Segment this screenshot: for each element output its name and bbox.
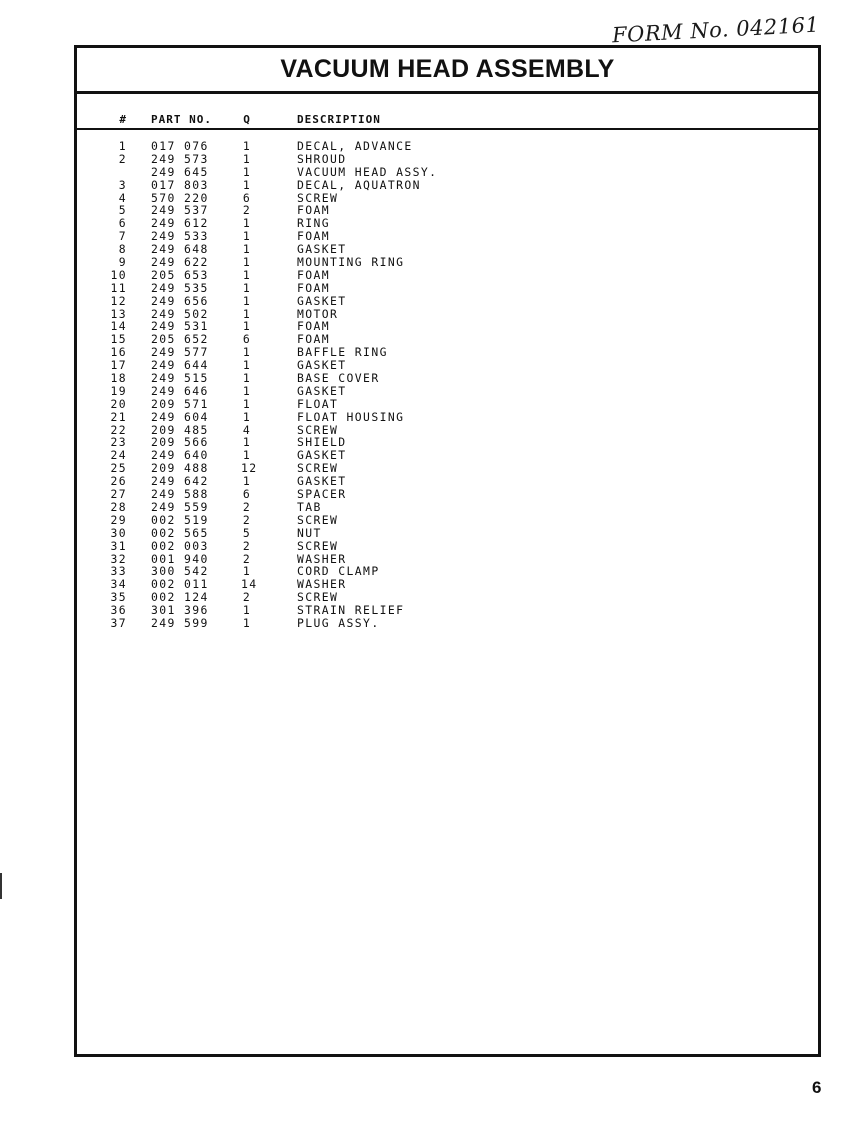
- part-quantity: 1: [242, 280, 252, 295]
- part-description: WASHER: [297, 577, 347, 592]
- part-item-number: 4: [118, 190, 127, 205]
- part-number: 017 803: [151, 177, 209, 192]
- table-row: [77, 385, 818, 398]
- part-item-number: 28: [110, 499, 127, 514]
- part-item-number: 32: [110, 551, 127, 566]
- part-description: FOAM: [297, 267, 331, 282]
- part-description: FOAM: [297, 229, 331, 244]
- part-quantity: 1: [242, 229, 252, 244]
- part-item-number: 36: [110, 603, 127, 618]
- part-number: 249 645: [151, 164, 209, 179]
- table-row: [77, 411, 818, 424]
- part-description: SCREW: [297, 512, 339, 527]
- part-quantity: 1: [242, 564, 252, 579]
- part-item-number: 21: [110, 409, 127, 424]
- part-number: 249 531: [151, 319, 209, 334]
- part-quantity: 1: [242, 216, 252, 231]
- part-item-number: 29: [110, 512, 127, 527]
- part-number: 002 565: [151, 525, 209, 540]
- part-number: 249 535: [151, 280, 209, 295]
- part-description: GASKET: [297, 383, 347, 398]
- part-description: VACUUM HEAD ASSY.: [297, 164, 438, 179]
- part-item-number: 10: [110, 267, 127, 282]
- part-item-number: 2: [118, 151, 127, 166]
- part-quantity: 1: [242, 345, 252, 360]
- title-bar: [77, 48, 818, 94]
- part-item-number: 31: [110, 538, 127, 553]
- column-header-quantity: Q: [243, 113, 251, 126]
- part-quantity: 1: [242, 255, 252, 270]
- part-quantity: 1: [242, 177, 252, 192]
- part-number: 570 220: [151, 190, 209, 205]
- table-row: [77, 256, 818, 269]
- part-quantity: 1: [242, 615, 252, 630]
- part-description: TAB: [297, 499, 322, 514]
- column-header-part-no: PART NO.: [151, 113, 212, 126]
- part-number: 017 076: [151, 139, 209, 153]
- part-description: DECAL, AQUATRON: [297, 177, 421, 192]
- table-row: [77, 501, 818, 514]
- part-item-number: 11: [110, 280, 127, 295]
- part-number: 249 573: [151, 151, 209, 166]
- part-quantity: 1: [242, 242, 252, 257]
- part-quantity: 1: [242, 319, 252, 334]
- column-header-description: DESCRIPTION: [297, 113, 381, 126]
- part-quantity: 1: [242, 139, 252, 153]
- part-description: SCREW: [297, 538, 339, 553]
- part-quantity: 12: [241, 461, 258, 476]
- part-description: DECAL, ADVANCE: [297, 139, 413, 153]
- part-item-number: 30: [110, 525, 127, 540]
- part-number: 300 542: [151, 564, 209, 579]
- part-number: 002 003: [151, 538, 209, 553]
- part-number: 249 640: [151, 448, 209, 463]
- part-number: 249 612: [151, 216, 209, 231]
- table-row: [77, 282, 818, 295]
- table-row: [77, 398, 818, 411]
- part-item-number: 24: [110, 448, 127, 463]
- part-number: 249 646: [151, 383, 209, 398]
- part-description: SHIELD: [297, 435, 347, 450]
- table-row: [77, 617, 818, 630]
- table-row: [77, 372, 818, 385]
- part-description: BAFFLE RING: [297, 345, 388, 360]
- part-description: GASKET: [297, 242, 347, 257]
- table-row: [77, 540, 818, 553]
- page-number: 6: [812, 1078, 822, 1097]
- part-description: FOAM: [297, 332, 331, 347]
- part-description: SCREW: [297, 422, 339, 437]
- table-row: [77, 514, 818, 527]
- part-quantity: 1: [242, 409, 252, 424]
- parts-list-frame: [74, 45, 821, 1057]
- part-item-number: 1: [118, 139, 127, 153]
- part-number: 249 537: [151, 203, 209, 218]
- part-quantity: 1: [242, 603, 252, 618]
- part-item-number: 7: [118, 229, 127, 244]
- part-description: PLUG ASSY.: [297, 615, 380, 630]
- part-quantity: 1: [242, 293, 252, 308]
- part-item-number: 3: [118, 177, 127, 192]
- part-item-number: 13: [110, 306, 127, 321]
- part-quantity: 1: [242, 474, 252, 489]
- part-number: 002 124: [151, 590, 209, 605]
- part-item-number: 35: [110, 590, 127, 605]
- table-row: [77, 295, 818, 308]
- part-item-number: 27: [110, 487, 127, 502]
- part-quantity: 1: [242, 151, 252, 166]
- part-item-number: 12: [110, 293, 127, 308]
- part-item-number: 25: [110, 461, 127, 476]
- part-quantity: 1: [242, 267, 252, 282]
- part-number: 249 502: [151, 306, 209, 321]
- part-number: 249 588: [151, 487, 209, 502]
- part-item-number: 6: [118, 216, 127, 231]
- part-number: 002 519: [151, 512, 209, 527]
- part-item-number: 9: [118, 255, 127, 270]
- part-description: SHROUD: [297, 151, 347, 166]
- part-number: 249 622: [151, 255, 209, 270]
- part-item-number: 15: [110, 332, 127, 347]
- part-quantity: 2: [242, 499, 252, 514]
- part-item-number: 22: [110, 422, 127, 437]
- part-number: 002 011: [151, 577, 209, 592]
- part-number: 205 653: [151, 267, 209, 282]
- part-quantity: 5: [242, 525, 252, 540]
- part-number: 249 656: [151, 293, 209, 308]
- part-description: SCREW: [297, 590, 339, 605]
- form-number: FORM No. 042161: [611, 12, 820, 48]
- part-quantity: 1: [242, 383, 252, 398]
- part-number: 249 648: [151, 242, 209, 257]
- part-description: FLOAT HOUSING: [297, 409, 405, 424]
- part-description: CORD CLAMP: [297, 564, 380, 579]
- part-number: 249 577: [151, 345, 209, 360]
- part-number: 249 559: [151, 499, 209, 514]
- part-description: FOAM: [297, 319, 331, 334]
- part-item-number: 18: [110, 371, 127, 386]
- part-quantity: 2: [242, 551, 252, 566]
- part-description: GASKET: [297, 293, 347, 308]
- part-quantity: 2: [242, 512, 252, 527]
- part-quantity: 2: [242, 590, 252, 605]
- part-item-number: 33: [110, 564, 127, 579]
- part-number: 249 515: [151, 371, 209, 386]
- part-description: FOAM: [297, 280, 331, 295]
- part-description: RING: [297, 216, 331, 231]
- part-quantity: 4: [242, 422, 252, 437]
- part-item-number: 37: [110, 615, 127, 630]
- part-description: MOUNTING RING: [297, 255, 405, 270]
- table-row: [77, 153, 818, 166]
- header-divider: [77, 128, 818, 130]
- part-description: GASKET: [297, 358, 347, 373]
- part-quantity: 1: [242, 358, 252, 373]
- part-number: 249 533: [151, 229, 209, 244]
- part-item-number: 16: [110, 345, 127, 360]
- table-row: [77, 166, 818, 179]
- part-description: MOTOR: [297, 306, 339, 321]
- part-item-number: 5: [118, 203, 127, 218]
- part-description: GASKET: [297, 474, 347, 489]
- part-number: 205 652: [151, 332, 209, 347]
- table-row: [77, 527, 818, 540]
- part-quantity: 1: [242, 435, 252, 450]
- page-title: VACUUM HEAD ASSEMBLY: [280, 55, 615, 83]
- part-item-number: 26: [110, 474, 127, 489]
- part-quantity: 2: [242, 203, 252, 218]
- part-item-number: 17: [110, 358, 127, 373]
- column-header-row: [77, 113, 818, 127]
- part-number: 249 604: [151, 409, 209, 424]
- part-description: WASHER: [297, 551, 347, 566]
- part-item-number: 14: [110, 319, 127, 334]
- column-header-number: #: [119, 113, 127, 126]
- scan-edge-mark: [0, 873, 2, 899]
- part-number: 001 940: [151, 551, 209, 566]
- table-row: [77, 269, 818, 282]
- part-quantity: 6: [242, 332, 252, 347]
- part-number: 209 571: [151, 396, 209, 411]
- part-number: 249 599: [151, 615, 209, 630]
- part-description: FOAM: [297, 203, 331, 218]
- part-number: 249 642: [151, 474, 209, 489]
- part-description: BASE COVER: [297, 371, 380, 386]
- part-number: 209 488: [151, 461, 209, 476]
- table-row: [77, 488, 818, 501]
- part-item-number: 20: [110, 396, 127, 411]
- part-description: STRAIN RELIEF: [297, 603, 405, 618]
- part-quantity: 14: [241, 577, 258, 592]
- part-number: 301 396: [151, 603, 209, 618]
- part-quantity: 6: [242, 487, 252, 502]
- part-quantity: 1: [242, 164, 252, 179]
- part-quantity: 6: [242, 190, 252, 205]
- part-description: NUT: [297, 525, 322, 540]
- table-row: [77, 140, 818, 153]
- part-description: SCREW: [297, 190, 339, 205]
- part-quantity: 1: [242, 396, 252, 411]
- part-description: SPACER: [297, 487, 347, 502]
- part-quantity: 1: [242, 371, 252, 386]
- part-description: SCREW: [297, 461, 339, 476]
- part-quantity: 1: [242, 306, 252, 321]
- part-description: FLOAT: [297, 396, 339, 411]
- parts-table-body: [77, 140, 818, 630]
- table-row: [77, 179, 818, 192]
- part-item-number: 8: [118, 242, 127, 257]
- part-item-number: 19: [110, 383, 127, 398]
- part-description: GASKET: [297, 448, 347, 463]
- part-quantity: 1: [242, 448, 252, 463]
- part-number: 209 566: [151, 435, 209, 450]
- part-item-number: 23: [110, 435, 127, 450]
- part-number: 209 485: [151, 422, 209, 437]
- part-number: 249 644: [151, 358, 209, 373]
- part-quantity: 2: [242, 538, 252, 553]
- part-item-number: 34: [110, 577, 127, 592]
